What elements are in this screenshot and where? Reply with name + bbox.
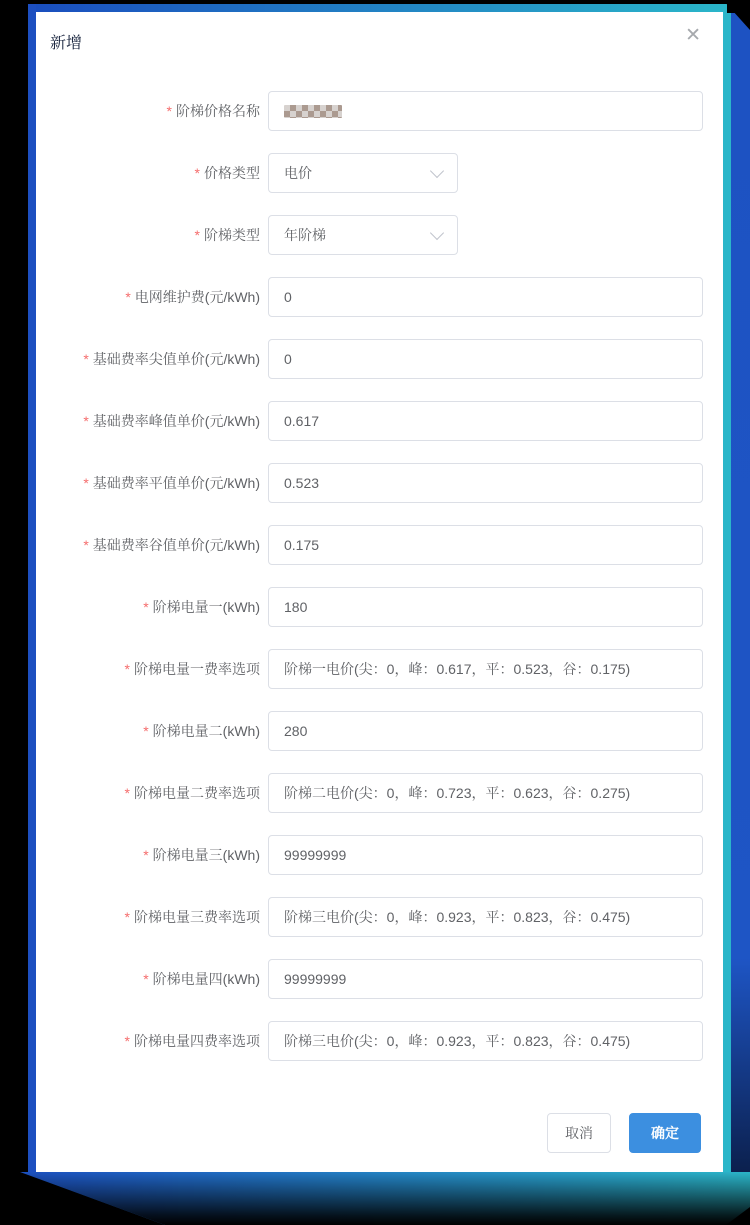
field-value: 99999999 bbox=[284, 847, 347, 863]
field-label bbox=[36, 907, 260, 927]
required-asterisk: * bbox=[124, 661, 130, 677]
field-label bbox=[36, 411, 260, 431]
required-asterisk: * bbox=[124, 785, 130, 801]
field-value: 阶梯一电价(尖：0，峰：0.617，平：0.523，谷：0.175) bbox=[284, 661, 631, 677]
form-row bbox=[36, 897, 723, 937]
dialog-footer bbox=[547, 1113, 701, 1153]
field-label bbox=[36, 659, 260, 679]
text-input[interactable] bbox=[268, 773, 703, 813]
form-row bbox=[36, 339, 723, 379]
field-label-text: 阶梯电量三费率选项 bbox=[134, 909, 260, 925]
field-value: 280 bbox=[284, 723, 308, 739]
form-row bbox=[36, 649, 723, 689]
chevron-down-icon bbox=[430, 163, 444, 177]
required-asterisk: * bbox=[83, 351, 89, 367]
field-label bbox=[36, 721, 260, 741]
field-label bbox=[36, 783, 260, 803]
field-value: 0.175 bbox=[284, 537, 320, 553]
required-asterisk: * bbox=[83, 413, 89, 429]
field-label-text: 阶梯电量四(kWh) bbox=[152, 971, 260, 987]
field-value: 电价 bbox=[284, 165, 312, 181]
field-label-text: 基础费率峰值单价(元/kWh) bbox=[92, 413, 260, 429]
field-label-text: 电网维护费(元/kWh) bbox=[134, 289, 260, 305]
field-label bbox=[36, 597, 260, 617]
field-label-text: 阶梯电量一费率选项 bbox=[134, 661, 260, 677]
form-row bbox=[36, 277, 723, 317]
dialog-title: 新增 bbox=[50, 35, 83, 52]
field-value: 阶梯三电价(尖：0，峰：0.923，平：0.823，谷：0.475) bbox=[284, 909, 631, 925]
field-label bbox=[36, 969, 260, 989]
form-row bbox=[36, 463, 723, 503]
field-label-text: 阶梯电量二费率选项 bbox=[134, 785, 260, 801]
field-label-text: 基础费率谷值单价(元/kWh) bbox=[92, 537, 260, 553]
field-label-text: 阶梯电量二(kWh) bbox=[152, 723, 260, 739]
cancel-button[interactable]: 取消 bbox=[547, 1113, 611, 1153]
field-value: 阶梯二电价(尖：0，峰：0.723，平：0.623，谷：0.275) bbox=[284, 785, 631, 801]
field-value: 0 bbox=[284, 351, 292, 367]
text-input[interactable] bbox=[268, 339, 703, 379]
field-label-text: 阶梯电量一(kWh) bbox=[152, 599, 260, 615]
text-input[interactable] bbox=[268, 649, 703, 689]
text-input[interactable] bbox=[268, 897, 703, 937]
form-row bbox=[36, 959, 723, 999]
field-label bbox=[36, 845, 260, 865]
confirm-button[interactable]: 确定 bbox=[629, 1113, 701, 1153]
field-label bbox=[36, 1031, 260, 1051]
required-asterisk: * bbox=[194, 227, 200, 243]
required-asterisk: * bbox=[143, 971, 149, 987]
text-input[interactable] bbox=[268, 587, 703, 627]
field-value: 阶梯三电价(尖：0，峰：0.923，平：0.823，谷：0.475) bbox=[284, 1033, 631, 1049]
field-value: 180 bbox=[284, 599, 308, 615]
field-value: 99999999 bbox=[284, 971, 347, 987]
field-label-text: 基础费率尖值单价(元/kWh) bbox=[92, 351, 260, 367]
field-label bbox=[36, 535, 260, 555]
required-asterisk: * bbox=[83, 475, 89, 491]
form-row bbox=[36, 401, 723, 441]
select-input[interactable] bbox=[268, 215, 458, 255]
text-input[interactable] bbox=[268, 835, 703, 875]
form-row bbox=[36, 1021, 723, 1061]
chevron-down-icon bbox=[430, 225, 444, 239]
field-label-text: 价格类型 bbox=[204, 165, 260, 181]
text-input[interactable] bbox=[268, 1021, 703, 1061]
form-row bbox=[36, 525, 723, 565]
close-icon[interactable]: ✕ bbox=[685, 25, 701, 46]
field-label bbox=[36, 163, 260, 183]
bezel-right-outer-strip bbox=[731, 13, 750, 1225]
field-label bbox=[36, 287, 260, 307]
field-value: 0.617 bbox=[284, 413, 320, 429]
required-asterisk: * bbox=[143, 723, 149, 739]
field-label-text: 阶梯电量四费率选项 bbox=[134, 1033, 260, 1049]
form-row bbox=[36, 215, 723, 255]
required-asterisk: * bbox=[83, 537, 89, 553]
required-asterisk: * bbox=[124, 1033, 130, 1049]
field-label bbox=[36, 101, 260, 121]
field-label bbox=[36, 225, 260, 245]
field-label-text: 阶梯电量三(kWh) bbox=[152, 847, 260, 863]
form bbox=[36, 91, 723, 1083]
text-input[interactable] bbox=[268, 525, 703, 565]
field-value: 0 bbox=[284, 289, 292, 305]
bezel-right-inner-strip bbox=[723, 13, 731, 1172]
form-row bbox=[36, 587, 723, 627]
text-input[interactable] bbox=[268, 277, 703, 317]
form-row bbox=[36, 711, 723, 751]
form-row bbox=[36, 91, 723, 131]
field-label-text: 阶梯价格名称 bbox=[176, 103, 260, 119]
add-dialog bbox=[36, 12, 723, 1172]
field-value: 年阶梯 bbox=[284, 227, 326, 243]
required-asterisk: * bbox=[125, 289, 131, 305]
field-label bbox=[36, 349, 260, 369]
required-asterisk: * bbox=[194, 165, 200, 181]
bezel-bottom-shade bbox=[20, 1172, 750, 1225]
text-input[interactable] bbox=[268, 711, 703, 751]
field-label-text: 基础费率平值单价(元/kWh) bbox=[92, 475, 260, 491]
form-row bbox=[36, 835, 723, 875]
bezel-left-strip bbox=[28, 4, 36, 1172]
required-asterisk: * bbox=[124, 909, 130, 925]
field-value: 0.523 bbox=[284, 475, 320, 491]
field-label bbox=[36, 473, 260, 493]
required-asterisk: * bbox=[143, 599, 149, 615]
required-asterisk: * bbox=[166, 103, 172, 119]
text-input[interactable] bbox=[268, 463, 703, 503]
text-input[interactable] bbox=[268, 959, 703, 999]
text-input[interactable] bbox=[268, 91, 703, 131]
text-input[interactable] bbox=[268, 401, 703, 441]
field-label-text: 阶梯类型 bbox=[204, 227, 260, 243]
redacted-value bbox=[284, 105, 342, 118]
select-input[interactable] bbox=[268, 153, 458, 193]
form-row bbox=[36, 773, 723, 813]
form-row bbox=[36, 153, 723, 193]
required-asterisk: * bbox=[143, 847, 149, 863]
